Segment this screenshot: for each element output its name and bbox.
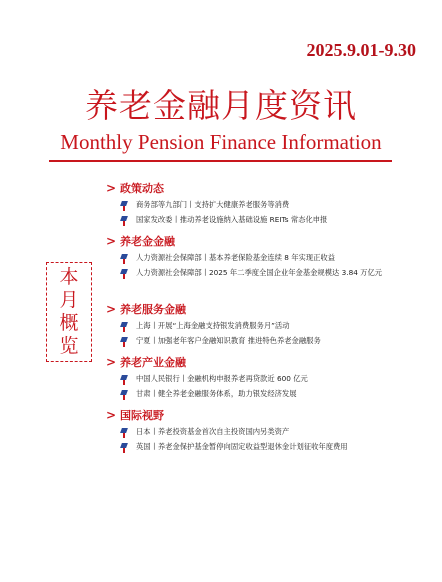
chevron-right-icon: > [106, 181, 117, 195]
date-range: 2025.9.01-9.30 [306, 40, 416, 60]
list-item[interactable] [106, 426, 406, 438]
section-title: 养老金金融 [120, 235, 175, 248]
item-text: 人力资源社会保障部丨2025 年二季度全国企业年金基金规模达 3.84 万亿元 [136, 268, 383, 277]
pushpin-icon [120, 254, 130, 264]
list-item[interactable] [106, 335, 396, 347]
side-char: 览 [59, 335, 79, 357]
chevron-right-icon: > [106, 302, 117, 316]
list-item[interactable] [106, 267, 396, 279]
list-item[interactable] [106, 388, 396, 400]
pushpin-icon [120, 390, 130, 400]
title-chinese: 养老金融月度资讯 [85, 86, 357, 125]
side-char: 月 [59, 289, 79, 311]
monthly-overview-label [46, 262, 92, 362]
pushpin-icon [120, 428, 130, 438]
chevron-right-icon: > [106, 234, 117, 248]
section-title: 养老服务金融 [120, 303, 186, 316]
item-text: 英国丨养老金保护基金暂停向固定收益型退休金计划征收年度费用 [136, 442, 348, 451]
section-title: 国际视野 [120, 409, 164, 422]
section-title: 养老产业金融 [120, 356, 186, 369]
section-title: 政策动态 [120, 182, 164, 195]
pushpin-icon [120, 269, 130, 279]
section-pension-finance [106, 233, 396, 279]
item-text: 宁夏丨加强老年客户金融知识教育 推进特色养老金融服务 [136, 336, 321, 345]
item-text: 国家发改委丨推动养老设施纳入基础设施 REITs 常态化申报 [136, 215, 328, 224]
item-text: 人力资源社会保障部丨基本养老保险基金连续 8 年实现正收益 [136, 253, 335, 262]
section-industry-finance [106, 354, 396, 400]
side-char: 本 [59, 266, 79, 288]
list-item[interactable] [106, 373, 396, 385]
section-policy [106, 180, 396, 226]
list-item[interactable] [106, 214, 396, 226]
pushpin-icon [120, 337, 130, 347]
pushpin-icon [120, 201, 130, 211]
section-service-finance [106, 301, 396, 347]
chevron-right-icon: > [106, 355, 117, 369]
item-text: 商务部等九部门丨支持扩大健康养老服务等消费 [136, 200, 290, 209]
side-char: 概 [59, 312, 79, 334]
pushpin-icon [120, 375, 130, 385]
list-item[interactable] [106, 199, 396, 211]
section-international [106, 407, 406, 453]
chevron-right-icon: > [106, 408, 117, 422]
pushpin-icon [120, 216, 130, 226]
pushpin-icon [120, 443, 130, 453]
list-item[interactable] [106, 252, 396, 264]
item-text: 日本丨养老投资基金首次自主投资国内另类资产 [136, 427, 290, 436]
list-item[interactable] [106, 320, 396, 332]
title-english: Monthly Pension Finance Information [60, 130, 382, 154]
item-text: 甘肃丨健全养老金融服务体系，助力银发经济发展 [136, 389, 297, 398]
title-divider [49, 160, 392, 162]
list-item[interactable] [106, 441, 406, 453]
pushpin-icon [120, 322, 130, 332]
item-text: 上海丨开展“上海金融支持银发消费服务月”活动 [136, 321, 290, 330]
item-text: 中国人民银行丨金融机构申报养老再贷款近 600 亿元 [136, 374, 308, 383]
